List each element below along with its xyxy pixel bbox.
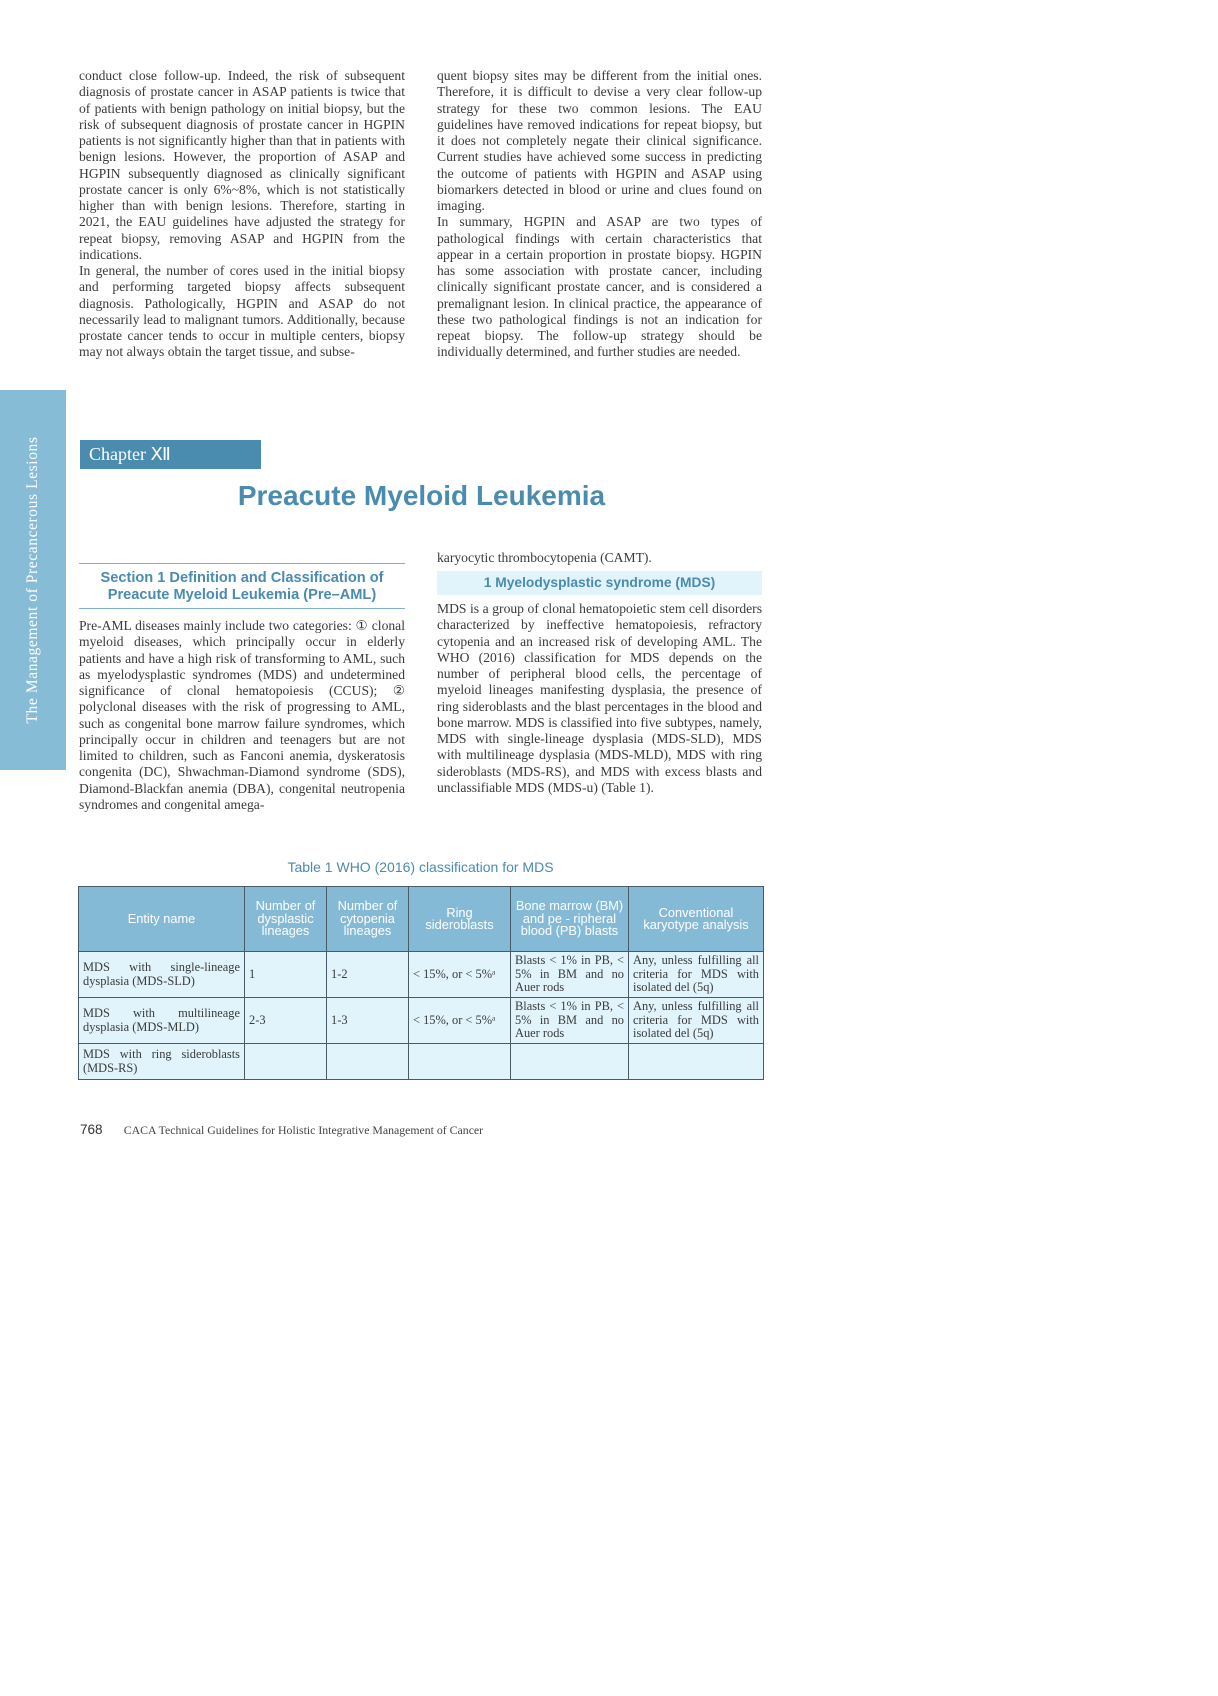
cell-blasts (511, 1044, 629, 1080)
paragraph: In general, the number of cores used in the initial biopsy and performing targeted biopsy affects subsequent diagnosis. Pathologically, HGPIN and ASAP do not necessarily lead to malignant tumors. Additionally, because prostate cancer tends to occur in multiple centers, biopsy may not always obtain the target tissue, and subse- (79, 263, 405, 360)
cell-ring-sideroblasts: < 15%, or < 5%ᵃ (409, 998, 511, 1044)
who-classification-table (78, 886, 764, 1080)
cell-karyotype (629, 1044, 764, 1080)
section-heading (79, 563, 405, 609)
paragraph: karyocytic thrombocytopenia (CAMT). (437, 550, 652, 565)
cell-cytopenia (327, 1044, 409, 1080)
chapter-title: Preacute Myeloid Leukemia (237, 480, 606, 511)
header-cytopenia-lineages: Number of cytopenia lineages (327, 887, 409, 952)
section-body-left (79, 618, 405, 813)
side-tab-label: The Management of Precancerous Lesions (24, 436, 41, 724)
cell-karyotype: Any, unless fulfilling all criteria for MDS with isolated del (5q) (629, 952, 764, 998)
header-entity-name: Entity name (79, 887, 245, 952)
cell-dysplastic: 1 (245, 952, 327, 998)
section-heading-line2: Preacute Myeloid Leukemia (Pre–AML) (107, 586, 377, 603)
header-ring-sideroblasts: Ring sideroblasts (409, 887, 511, 952)
cell-cytopenia: 1-3 (327, 998, 409, 1044)
paragraph: Pre-AML diseases mainly include two categories: ① clonal myeloid diseases, which principally occur in elderly patients and have a high risk of transforming to AML, such as myelodysplastic syndromes (MDS) and undetermined significance of clonal hematopoiesis (CCUS); ② polyclonal diseases with the risk of progressing to AML, such as congenital bone marrow failure syndromes, which principally occur in children and teenagers but are not limited to children, such as Fanconi anemia, dyskeratosis congenita (DC), Shwachman-Diamond syndrome (SDS), Diamond-Blackfan anemia (DBA), congenital neutropenia syndromes and congenital amega- (79, 618, 405, 812)
subsection-heading: 1 Myelodysplastic syndrome (MDS) (437, 571, 762, 595)
cell-entity: MDS with multilineage dysplasia (MDS-MLD) (79, 998, 245, 1044)
paragraph: MDS is a group of clonal hematopoietic stem cell disorders characterized by ineffective hematopoiesis, refractory cytopenia and an increased risk of developing AML. The WHO (2016) classification for MDS depends on the number of peripheral blood cells, the percentage of myeloid lineages manifesting dysplasia, the presence of ring sideroblasts and the blast percentages in the blood and bone marrow. MDS is classified into five subtypes, namely, MDS with single-lineage dysplasia (MDS-SLD), MDS with multilineage dysplasia (MDS-MLD), MDS with ring sideroblasts (MDS-RS), and MDS with excess blasts and unclassifiable MDS (MDS-u) (Table 1). (437, 601, 762, 795)
cell-entity: MDS with ring sideroblasts (MDS-RS) (79, 1044, 245, 1080)
header-karyotype: Conventional karyotype analysis (629, 887, 764, 952)
header-dysplastic-lineages: Number of dysplastic lineages (245, 887, 327, 952)
table-row (79, 952, 764, 998)
chapter-label: Chapter Ⅻ (80, 440, 261, 469)
subsection-body (437, 601, 762, 796)
cell-blasts: Blasts < 1% in PB, < 5% in BM and no Auer rods (511, 952, 629, 998)
side-chapter-tab (0, 390, 66, 770)
header-blasts: Bone marrow (BM) and pe - ripheral blood (PB) blasts (511, 887, 629, 952)
section-body-continued (437, 550, 762, 566)
table-row (79, 1044, 764, 1080)
table-header-row (79, 887, 764, 952)
page-footer (80, 1121, 483, 1139)
cell-dysplastic (245, 1044, 327, 1080)
cell-ring-sideroblasts: < 15%, or < 5%ᵃ (409, 952, 511, 998)
cell-blasts: Blasts < 1% in PB, < 5% in BM and no Auer rods (511, 998, 629, 1044)
top-left-column (79, 68, 405, 361)
top-right-column (437, 68, 762, 361)
paragraph: quent biopsy sites may be different from the initial ones. Therefore, it is difficult to devise a very clear follow-up strategy for these two common lesions. The EAU guidelines have removed indications for repeat biopsy, but it does not completely negate their clinical significance. Current studies have achieved some success in predicting the outcome of patients with HGPIN and ASAP using biomarkers detected in blood or urine and clues found on imaging. (437, 68, 762, 213)
table-caption: Table 1 WHO (2016) classification for MDS (287, 859, 554, 875)
cell-entity: MDS with single-lineage dysplasia (MDS-SLD) (79, 952, 245, 998)
running-title: CACA Technical Guidelines for Holistic Integrative Management of Cancer (123, 1123, 484, 1137)
cell-cytopenia: 1-2 (327, 952, 409, 998)
table-row (79, 998, 764, 1044)
paragraph: In summary, HGPIN and ASAP are two types of pathological findings with certain characteristics that appear in a certain proportion in prostate biopsy. HGPIN has some association with prostate cancer, including clinically significant prostate cancer, and is considered a premalignant lesion. In clinical practice, the appearance of these two pathological findings is not an indication for repeat biopsy. The follow-up strategy should be individually determined, and further studies are needed. (437, 214, 762, 360)
paragraph: conduct close follow-up. Indeed, the risk of subsequent diagnosis of prostate cancer in ASAP patients is twice that of patients with benign pathology on initial biopsy, but the risk of subsequent diagnosis of prostate cancer in HGPIN patients is not significantly higher than that in patients with benign lesions. However, the proportion of ASAP and HGPIN subsequently diagnosed as clinically significant prostate cancer is only 6%~8%, which is not statistically higher than with benign lesions. Therefore, starting in 2021, the EAU guidelines have adjusted the strategy for repeat biopsy, removing ASAP and HGPIN from the indications. (79, 68, 405, 262)
section-heading-line1: Section 1 Definition and Classification of (100, 570, 384, 586)
page-number: 768 (80, 1122, 103, 1137)
cell-dysplastic: 2-3 (245, 998, 327, 1044)
cell-karyotype: Any, unless fulfilling all criteria for MDS with isolated del (5q) (629, 998, 764, 1044)
cell-ring-sideroblasts (409, 1044, 511, 1080)
